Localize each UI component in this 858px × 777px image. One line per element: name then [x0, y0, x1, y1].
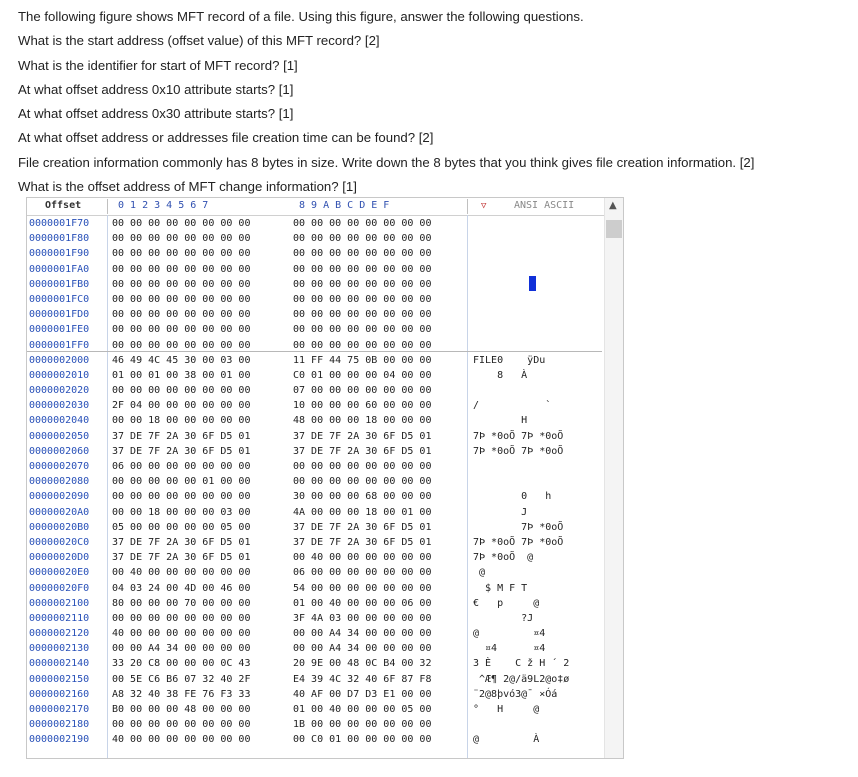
question-item: What is the offset address of MFT change information? [1]: [18, 179, 357, 195]
ascii-cell[interactable]: 7Þ *0oÕ 7Þ *0oÕ: [473, 445, 564, 457]
question-item: What is the start address (offset value) of this MFT record? [2]: [18, 33, 380, 49]
offset-cell: 0000001FB0: [29, 278, 90, 290]
bytes-high-cell[interactable]: 00 00 00 00 00 00 00 00: [293, 233, 432, 245]
bytes-high-cell[interactable]: 00 00 00 00 00 00 00 00: [293, 309, 432, 321]
ascii-cell[interactable]: @: [473, 567, 486, 579]
hex-row: [27, 322, 623, 337]
bytes-low-cell[interactable]: 00 00 00 00 00 00 00 00: [112, 719, 251, 731]
ascii-cell[interactable]: ° H @: [473, 704, 540, 715]
bytes-high-cell[interactable]: 00 00 00 00 00 00 00 00: [293, 324, 432, 336]
hex-row: [27, 656, 623, 671]
offset-cell: 0000002130: [29, 643, 90, 655]
hex-row: [27, 550, 623, 565]
bytes-low-cell[interactable]: 00 00 00 00 00 00 00 00: [112, 612, 251, 624]
bytes-high-cell[interactable]: 00 00 00 00 00 00 00 00: [293, 263, 432, 275]
hex-header: [27, 198, 623, 216]
hex-row: [27, 307, 623, 322]
offset-cell: 0000001FD0: [29, 309, 90, 321]
hex-row: [27, 581, 623, 596]
bytes-low-cell[interactable]: 37 DE 7F 2A 30 6F D5 01: [112, 445, 251, 457]
hex-row: [27, 641, 623, 656]
bytes-high-cell[interactable]: 1B 00 00 00 00 00 00 00: [293, 719, 432, 731]
bytes-low-cell[interactable]: 06 00 00 00 00 00 00 00: [112, 461, 251, 472]
bytes-high-cell[interactable]: 00 00 00 00 00 00 00 00: [293, 339, 432, 351]
bytes-low-cell[interactable]: 00 00 00 00 00 00 00 00: [112, 278, 251, 290]
bytes-low-cell[interactable]: 37 DE 7F 2A 30 6F D5 01: [112, 430, 251, 442]
bytes-high-cell[interactable]: 37 DE 7F 2A 30 6F D5 01: [293, 445, 432, 457]
ascii-cell[interactable]: J: [473, 506, 528, 518]
bytes-high-cell[interactable]: 54 00 00 00 00 00 00 00: [293, 582, 432, 594]
bytes-high-cell[interactable]: 00 00 A4 34 00 00 00 00: [293, 628, 432, 640]
hex-row: [27, 398, 623, 413]
ascii-cell[interactable]: ¨2@8þvó3@¯ ×Óá: [473, 688, 558, 700]
bytes-low-cell[interactable]: 00 00 A4 34 00 00 00 00: [112, 643, 251, 655]
hex-editor-panel[interactable]: [26, 197, 624, 759]
offset-cell: 0000002090: [29, 491, 90, 503]
question-item: At what offset address 0x10 attribute starts? [1]: [18, 81, 294, 97]
bytes-low-cell[interactable]: A8 32 40 38 FE 76 F3 33: [112, 688, 251, 700]
ascii-cell[interactable]: 0 h: [473, 491, 552, 503]
bytes-high-cell[interactable]: 00 00 00 00 00 00 00 00: [293, 461, 432, 472]
hex-row: [27, 216, 623, 231]
offset-header: Offset: [45, 200, 82, 211]
ascii-cell[interactable]: ^Æ¶ 2@/ä9L2@o‡ø: [473, 673, 570, 685]
offset-cell: 00000020C0: [29, 536, 90, 548]
ascii-cell[interactable]: @ ¤4: [473, 628, 546, 640]
offset-cell: 0000002040: [29, 415, 90, 427]
offset-cell: 0000002020: [29, 385, 90, 397]
hex-row: [27, 459, 623, 474]
bytes-high-cell[interactable]: 00 40 00 00 00 00 00 00: [293, 552, 432, 564]
bytes-low-cell[interactable]: 00 00 00 00 00 00 00 00: [112, 491, 251, 503]
ascii-cell[interactable]: 7Þ *0oÕ 7Þ *0oÕ: [473, 536, 564, 548]
question-item: At what offset address 0x30 attribute starts? [1]: [18, 106, 294, 122]
bytes-low-cell[interactable]: 00 00 18 00 00 00 03 00: [112, 506, 251, 518]
ascii-cell[interactable]: FILE0 ÿDu: [473, 354, 546, 366]
bytes-high-cell[interactable]: 3F 4A 03 00 00 00 00 00: [293, 612, 432, 624]
bytes-low-cell[interactable]: 46 49 4C 45 30 00 03 00: [112, 354, 251, 366]
bytes-low-cell[interactable]: 37 DE 7F 2A 30 6F D5 01: [112, 552, 251, 564]
bytes-high-cell[interactable]: 37 DE 7F 2A 30 6F D5 01: [293, 430, 432, 442]
bytes-high-cell[interactable]: 00 00 00 00 00 00 00 00: [293, 278, 432, 290]
bytes-low-cell[interactable]: 40 00 00 00 00 00 00 00: [112, 628, 251, 640]
offset-cell: 0000002150: [29, 673, 90, 685]
question-item: What is the identifier for start of MFT record? [1]: [18, 57, 298, 73]
vertical-scrollbar[interactable]: [604, 198, 623, 758]
hex-row: [27, 535, 623, 550]
hex-row: [27, 231, 623, 246]
ascii-cell[interactable]: 7Þ *0oÕ: [473, 521, 564, 533]
bytes-high-cell[interactable]: C0 01 00 00 00 04 00 00: [293, 369, 432, 381]
text-cursor: [529, 276, 536, 291]
offset-cell: 0000001FC0: [29, 293, 90, 305]
offset-cell: 0000002170: [29, 704, 90, 715]
ascii-cell[interactable]: 8 À: [473, 369, 528, 381]
bytes-low-cell[interactable]: 00 00 00 00 00 00 00 00: [112, 233, 251, 245]
hex-row: [27, 626, 623, 641]
ascii-cell[interactable]: / `: [473, 400, 552, 412]
bytes-high-cell[interactable]: 00 00 00 00 00 00 00 00: [293, 476, 432, 488]
bytes-low-cell[interactable]: 00 40 00 00 00 00 00 00: [112, 567, 251, 579]
bytes-low-cell[interactable]: 00 00 00 00 00 00 00 00: [112, 248, 251, 260]
offset-cell: 0000002160: [29, 688, 90, 700]
offset-cell: 0000002050: [29, 430, 90, 442]
hex-row: [27, 368, 623, 383]
bytes-high-cell[interactable]: E4 39 4C 32 40 6F 87 F8: [293, 673, 432, 685]
bytes-low-cell[interactable]: 80 00 00 00 70 00 00 00: [112, 597, 251, 609]
offset-cell: 0000002180: [29, 719, 90, 731]
bytes-high-cell[interactable]: 11 FF 44 75 0B 00 00 00: [293, 354, 432, 366]
offset-cell: 0000002120: [29, 628, 90, 640]
ascii-cell[interactable]: 3 È C ž H ´ 2: [473, 658, 570, 670]
bytes-low-cell[interactable]: 37 DE 7F 2A 30 6F D5 01: [112, 536, 251, 548]
ascii-header: ANSI ASCII: [514, 200, 575, 211]
hex-row: [27, 565, 623, 580]
ascii-cell[interactable]: € p @: [473, 597, 540, 609]
bytes-high-cell[interactable]: 01 00 40 00 00 00 06 00: [293, 597, 432, 609]
bytes-high-cell[interactable]: 00 C0 01 00 00 00 00 00: [293, 734, 432, 746]
ascii-cell[interactable]: $ M F T: [473, 582, 528, 594]
ascii-cell[interactable]: H: [473, 415, 528, 427]
bytes-high-cell[interactable]: 07 00 00 00 00 00 00 00: [293, 385, 432, 397]
bytes-low-cell[interactable]: 00 00 18 00 00 00 00 00: [112, 415, 251, 427]
hex-row: [27, 505, 623, 520]
offset-cell: 0000002080: [29, 476, 90, 488]
offset-cell: 0000001F90: [29, 248, 90, 260]
bytes-high-cell[interactable]: 00 00 00 00 00 00 00 00: [293, 248, 432, 260]
offset-cell: 00000020D0: [29, 552, 90, 564]
bytes-low-cell[interactable]: 33 20 C8 00 00 00 0C 43: [112, 658, 251, 670]
offset-cell: 0000002190: [29, 734, 90, 746]
offset-cell: 0000002030: [29, 400, 90, 412]
bytes-low-cell[interactable]: 05 00 00 00 00 00 05 00: [112, 521, 251, 533]
offset-cell: 0000001FF0: [29, 339, 90, 351]
column-marker-icon[interactable]: ▽: [481, 201, 487, 211]
ascii-cell[interactable]: 7Þ *0oÕ 7Þ *0oÕ: [473, 430, 564, 442]
offset-cell: 0000001F70: [29, 218, 90, 229]
bytes-high-cell[interactable]: 01 00 40 00 00 00 05 00: [293, 704, 432, 715]
bytes-high-cell[interactable]: 00 00 00 00 00 00 00 00: [293, 293, 432, 305]
ascii-cell[interactable]: ?J: [473, 612, 534, 624]
ascii-cell[interactable]: ¤4 ¤4: [473, 643, 546, 655]
ascii-cell[interactable]: @ À: [473, 734, 540, 746]
hex-row: [27, 353, 623, 368]
offset-cell: 00000020E0: [29, 567, 90, 579]
scroll-up-icon[interactable]: ▲: [609, 200, 617, 211]
hex-row: [27, 413, 623, 428]
hex-row: [27, 672, 623, 687]
offset-cell: 0000002010: [29, 369, 90, 381]
hex-row: [27, 520, 623, 535]
offset-cell: 00000020A0: [29, 506, 90, 518]
bytes-low-cell[interactable]: 00 5E C6 B6 07 32 40 2F: [112, 673, 251, 685]
bytes-low-cell[interactable]: 00 00 00 00 00 01 00 00: [112, 476, 251, 488]
bytes-high-cell[interactable]: 06 00 00 00 00 00 00 00: [293, 567, 432, 579]
hex-rows: [27, 216, 623, 748]
ascii-cell[interactable]: 7Þ *0oÕ @: [473, 552, 534, 564]
offset-cell: 0000001FE0: [29, 324, 90, 336]
question-intro: The following figure shows MFT record of a file. Using this figure, answer the following questions.: [18, 9, 584, 24]
bytes-high-cell[interactable]: 10 00 00 00 60 00 00 00: [293, 400, 432, 412]
columns-header-low: 0 1 2 3 4 5 6 7: [118, 200, 209, 211]
bytes-low-cell[interactable]: 00 00 00 00 00 00 00 00: [112, 309, 251, 321]
bytes-high-cell[interactable]: 20 9E 00 48 0C B4 00 32: [293, 658, 432, 670]
question-item: At what offset address or addresses file creation time can be found? [2]: [18, 130, 434, 146]
bytes-low-cell[interactable]: 2F 04 00 00 00 00 00 00: [112, 400, 251, 412]
offset-cell: 00000020F0: [29, 582, 90, 594]
bytes-low-cell[interactable]: 04 03 24 00 4D 00 46 00: [112, 582, 251, 594]
offset-cell: 0000002140: [29, 658, 90, 670]
bytes-high-cell[interactable]: 30 00 00 00 68 00 00 00: [293, 491, 432, 503]
bytes-high-cell[interactable]: 00 00 A4 34 00 00 00 00: [293, 643, 432, 655]
offset-cell: 0000002060: [29, 445, 90, 457]
hex-row: [27, 262, 623, 277]
hex-row: [27, 489, 623, 504]
bytes-low-cell[interactable]: 00 00 00 00 00 00 00 00: [112, 339, 251, 351]
question-item: File creation information commonly has 8 bytes in size. Write down the 8 bytes that you think gives file creation information. [2]: [18, 154, 755, 170]
bytes-low-cell[interactable]: 00 00 00 00 00 00 00 00: [112, 385, 251, 397]
hex-row: [27, 687, 623, 702]
hex-row: [27, 429, 623, 444]
offset-cell: 00000020B0: [29, 521, 90, 533]
offset-cell: 0000002000: [29, 354, 90, 366]
offset-cell: 0000002110: [29, 612, 90, 624]
hex-row: [27, 444, 623, 459]
bytes-low-cell[interactable]: 00 00 00 00 00 00 00 00: [112, 293, 251, 305]
bytes-low-cell[interactable]: 01 00 01 00 38 00 01 00: [112, 369, 251, 381]
offset-cell: 0000002070: [29, 461, 90, 472]
bytes-low-cell[interactable]: 00 00 00 00 00 00 00 00: [112, 324, 251, 336]
bytes-low-cell[interactable]: 00 00 00 00 00 00 00 00: [112, 218, 251, 229]
scroll-thumb[interactable]: [606, 220, 622, 238]
bytes-high-cell[interactable]: 40 AF 00 D7 D3 E1 00 00: [293, 688, 432, 700]
bytes-low-cell[interactable]: B0 00 00 00 48 00 00 00: [112, 704, 251, 715]
offset-cell: 0000001FA0: [29, 263, 90, 275]
bytes-high-cell[interactable]: 48 00 00 00 18 00 00 00: [293, 415, 432, 427]
hex-row: [27, 246, 623, 261]
hex-row: [27, 702, 623, 717]
bytes-high-cell[interactable]: 4A 00 00 00 18 00 01 00: [293, 506, 432, 518]
hex-row: [27, 717, 623, 732]
offset-cell: 0000002100: [29, 597, 90, 609]
bytes-low-cell[interactable]: 40 00 00 00 00 00 00 00: [112, 734, 251, 746]
question-list: [18, 6, 848, 200]
bytes-high-cell[interactable]: 00 00 00 00 00 00 00 00: [293, 218, 432, 229]
hex-row: [27, 611, 623, 626]
bytes-high-cell[interactable]: 37 DE 7F 2A 30 6F D5 01: [293, 521, 432, 533]
hex-row: [27, 596, 623, 611]
hex-row: [27, 474, 623, 489]
columns-header-high: 8 9 A B C D E F: [299, 200, 390, 211]
hex-row: [27, 292, 623, 307]
offset-cell: 0000001F80: [29, 233, 90, 245]
hex-row: [27, 732, 623, 747]
bytes-low-cell[interactable]: 00 00 00 00 00 00 00 00: [112, 263, 251, 275]
bytes-high-cell[interactable]: 37 DE 7F 2A 30 6F D5 01: [293, 536, 432, 548]
hex-row: [27, 383, 623, 398]
